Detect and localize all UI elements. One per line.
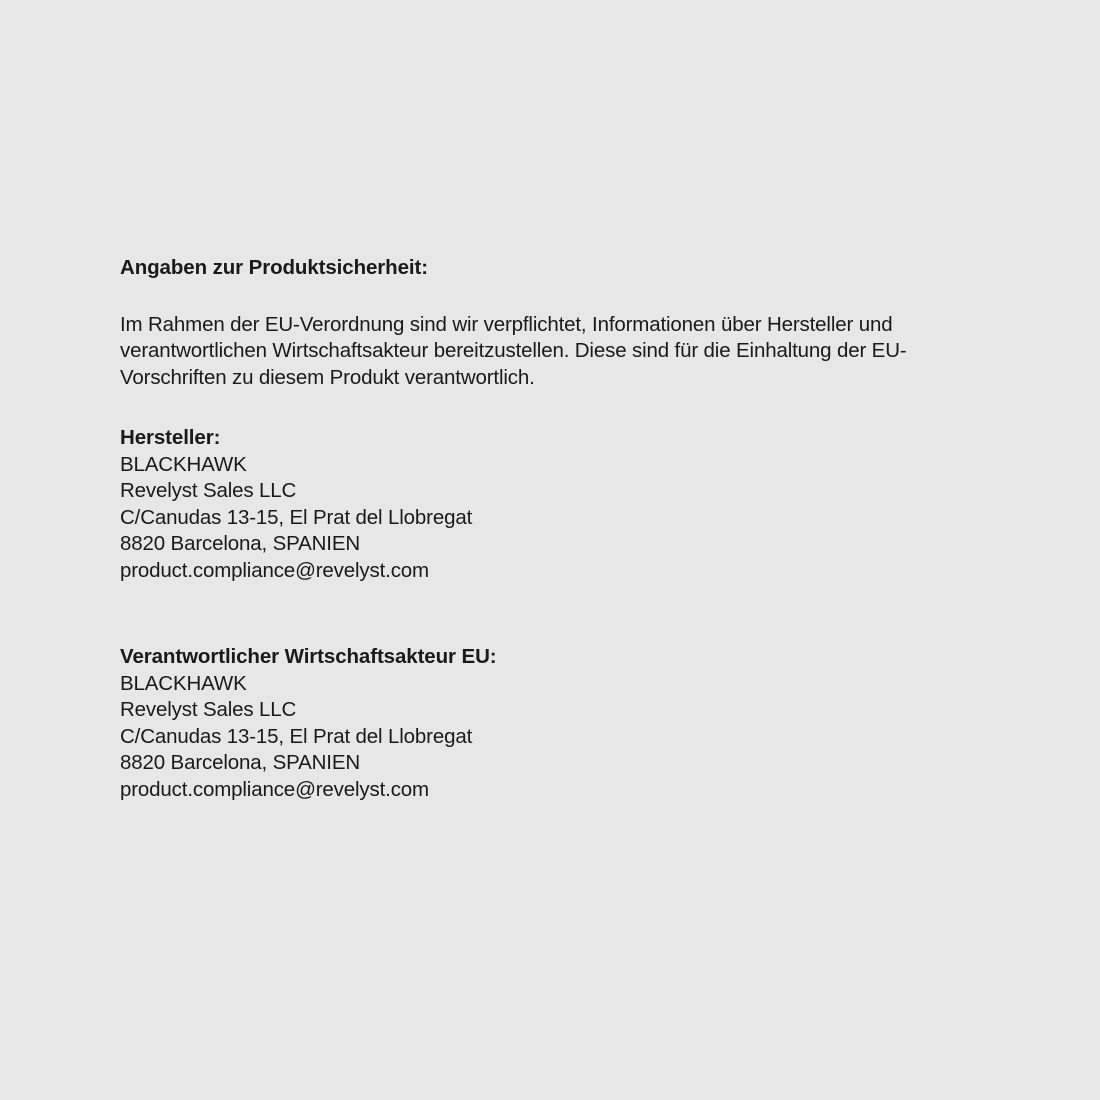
responsible-operator-line: 8820 Barcelona, SPANIEN [120,751,361,775]
responsible-operator-heading: Verantwortlicher Wirtschaftsakteur EU: [120,645,497,669]
intro-paragraph: Im Rahmen der EU-Verordnung sind wir verpflichtet, Informationen über Hersteller und verantwortlichen Wirtschaftsakteur bereitzustellen. Diese sind für die Einhaltung der EU-Vorschriften zu diesem Produkt verantwortlich. [120,312,907,389]
document-content [120,255,980,803]
responsible-operator-email: product.compliance@revelyst.com [120,777,429,801]
manufacturer-line: BLACKHAWK [120,452,247,476]
manufacturer-line: 8820 Barcelona, SPANIEN [120,532,361,556]
manufacturer-line: Revelyst Sales LLC [120,479,297,503]
manufacturer-heading: Hersteller: [120,426,221,450]
responsible-operator-section [120,644,980,803]
manufacturer-email: product.compliance@revelyst.com [120,558,429,582]
responsible-operator-line: Revelyst Sales LLC [120,698,297,722]
page-title: Angaben zur Produktsicherheit: [120,256,428,279]
manufacturer-line: C/Canudas 13-15, El Prat del Llobregat [120,505,473,529]
manufacturer-section [120,425,980,584]
responsible-operator-line: BLACKHAWK [120,671,247,695]
responsible-operator-line: C/Canudas 13-15, El Prat del Llobregat [120,724,473,748]
